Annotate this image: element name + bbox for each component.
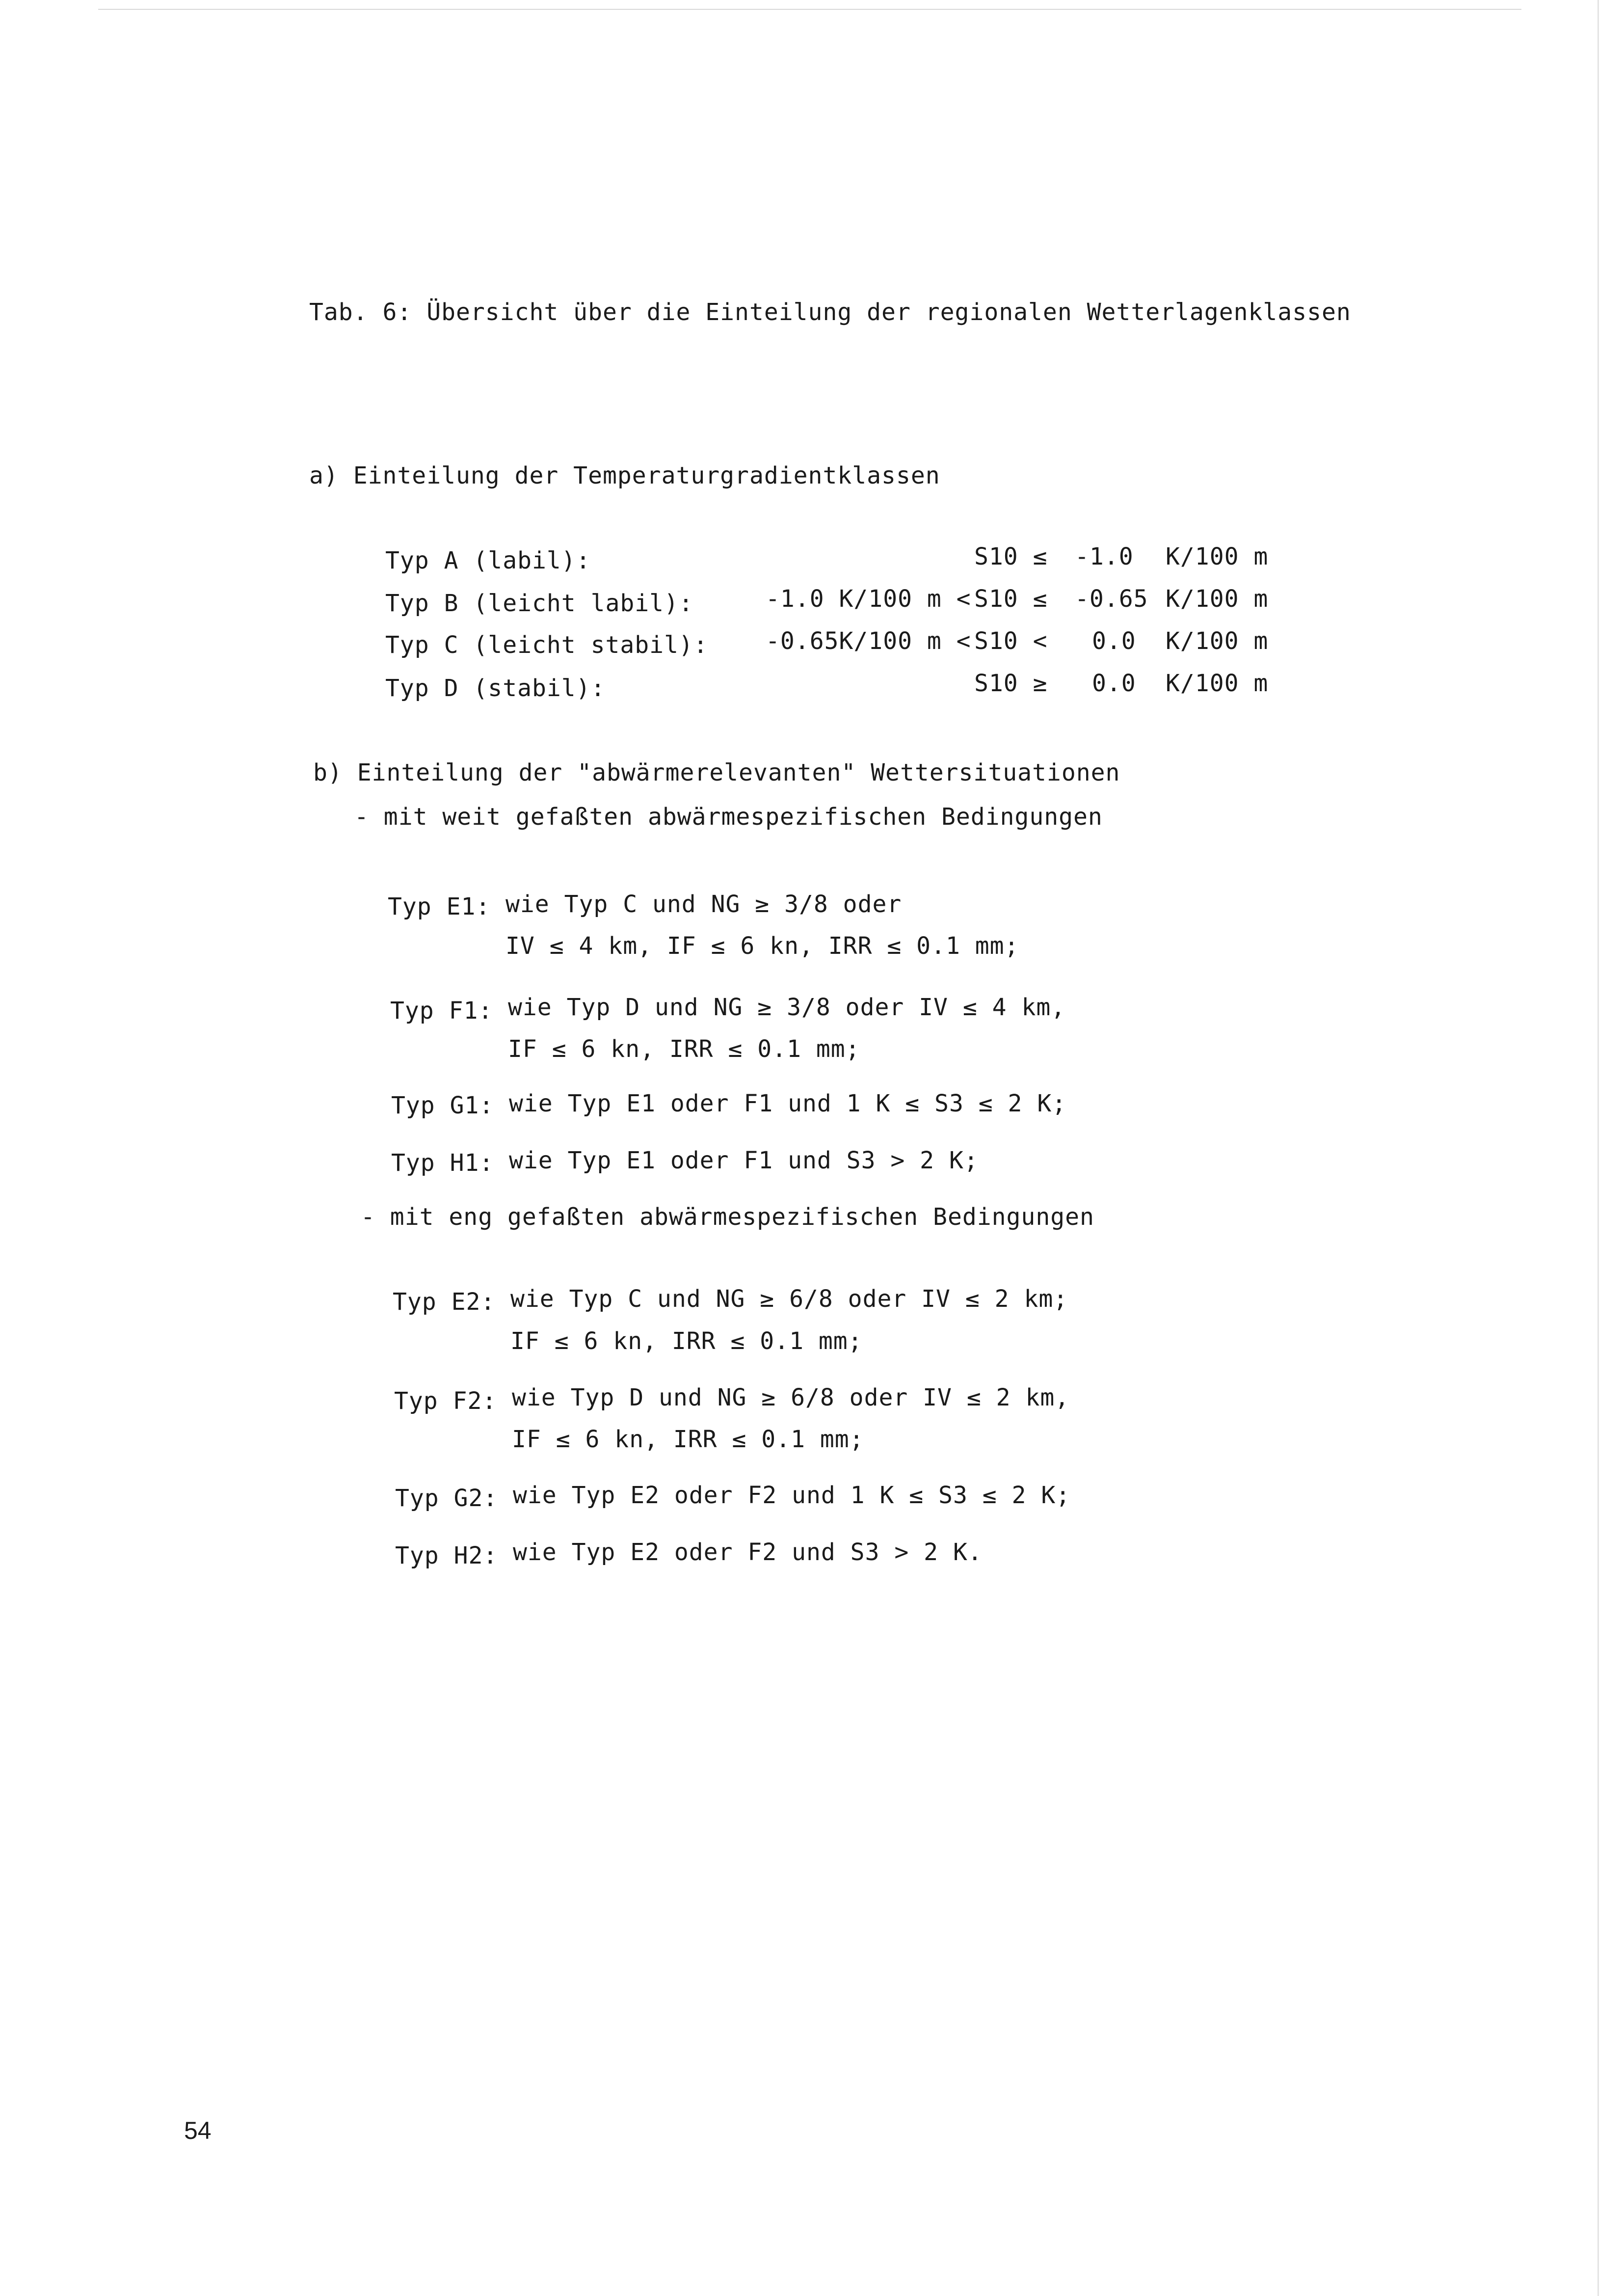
- e1-line2: IV ≤ 4 km, IF ≤ 6 kn, IRR ≤ 0.1 mm;: [506, 932, 1019, 960]
- h2-line1: wie Typ E2 oder F2 und S3 > 2 K.: [513, 1539, 983, 1566]
- row-a-type: Typ A (labil):: [385, 547, 591, 574]
- row-b-unit: K/100 m: [1166, 585, 1269, 613]
- row-c-unit: K/100 m: [1166, 627, 1269, 655]
- row-c-type: Typ C (leicht stabil):: [385, 631, 708, 659]
- f2-line1: wie Typ D und NG ≥ 6/8 oder IV ≤ 2 km,: [512, 1384, 1070, 1411]
- scan-edge-top: [98, 9, 1521, 10]
- e1-label: Typ E1:: [388, 893, 491, 920]
- h1-line1: wie Typ E1 oder F1 und S3 > 2 K;: [509, 1147, 979, 1174]
- f1-label: Typ F1:: [390, 997, 493, 1025]
- h2-label: Typ H2:: [395, 1542, 498, 1569]
- g1-line1: wie Typ E1 oder F1 und 1 K ≤ S3 ≤ 2 K;: [509, 1090, 1067, 1117]
- section-a-heading: a) Einteilung der Temperaturgradientklassen: [309, 462, 940, 489]
- page-number: 54: [184, 2117, 212, 2144]
- h1-label: Typ H1:: [391, 1149, 494, 1177]
- scan-edge-right: [1597, 0, 1599, 2296]
- g2-line1: wie Typ E2 oder F2 und 1 K ≤ S3 ≤ 2 K;: [513, 1482, 1071, 1509]
- g2-label: Typ G2:: [395, 1485, 498, 1512]
- row-d-var: S10 ≥: [974, 670, 1048, 697]
- e2-line1: wie Typ C und NG ≥ 6/8 oder IV ≤ 2 km;: [510, 1285, 1068, 1313]
- row-b-value: -0.65: [1075, 585, 1148, 613]
- row-b-type: Typ B (leicht labil):: [385, 590, 693, 617]
- g1-label: Typ G1:: [391, 1092, 494, 1119]
- row-a-value: -1.0: [1075, 543, 1134, 570]
- f1-line2: IF ≤ 6 kn, IRR ≤ 0.1 mm;: [508, 1035, 860, 1063]
- row-c-var: S10 <: [974, 627, 1048, 655]
- section-b-sub2-heading: - mit eng gefaßten abwärmespezifischen Bedingungen: [361, 1203, 1094, 1231]
- row-c-value: 0.0: [1092, 627, 1136, 655]
- e1-line1: wie Typ C und NG ≥ 3/8 oder: [506, 891, 902, 918]
- table-title: Tab. 6: Übersicht über die Einteilung der regionalen Wetterlagenklassen: [309, 298, 1351, 326]
- row-a-var: S10 ≤: [974, 543, 1048, 570]
- row-d-type: Typ D (stabil):: [385, 675, 606, 702]
- row-c-lower: -0.65K/100 m <: [766, 627, 971, 655]
- row-d-value: 0.0: [1092, 670, 1136, 697]
- section-b-heading: b) Einteilung der "abwärmerelevanten" Wettersituationen: [313, 759, 1120, 786]
- f2-line2: IF ≤ 6 kn, IRR ≤ 0.1 mm;: [512, 1426, 864, 1453]
- row-a-unit: K/100 m: [1166, 543, 1269, 570]
- row-b-var: S10 ≤: [974, 585, 1048, 613]
- row-b-lower: -1.0 K/100 m <: [766, 585, 971, 613]
- row-d-unit: K/100 m: [1166, 670, 1269, 697]
- e2-line2: IF ≤ 6 kn, IRR ≤ 0.1 mm;: [510, 1327, 863, 1355]
- e2-label: Typ E2:: [393, 1288, 496, 1316]
- f1-line1: wie Typ D und NG ≥ 3/8 oder IV ≤ 4 km,: [508, 994, 1066, 1021]
- section-b-sub1-heading: - mit weit gefaßten abwärmespezifischen Bedingungen: [354, 803, 1103, 831]
- f2-label: Typ F2:: [394, 1387, 497, 1415]
